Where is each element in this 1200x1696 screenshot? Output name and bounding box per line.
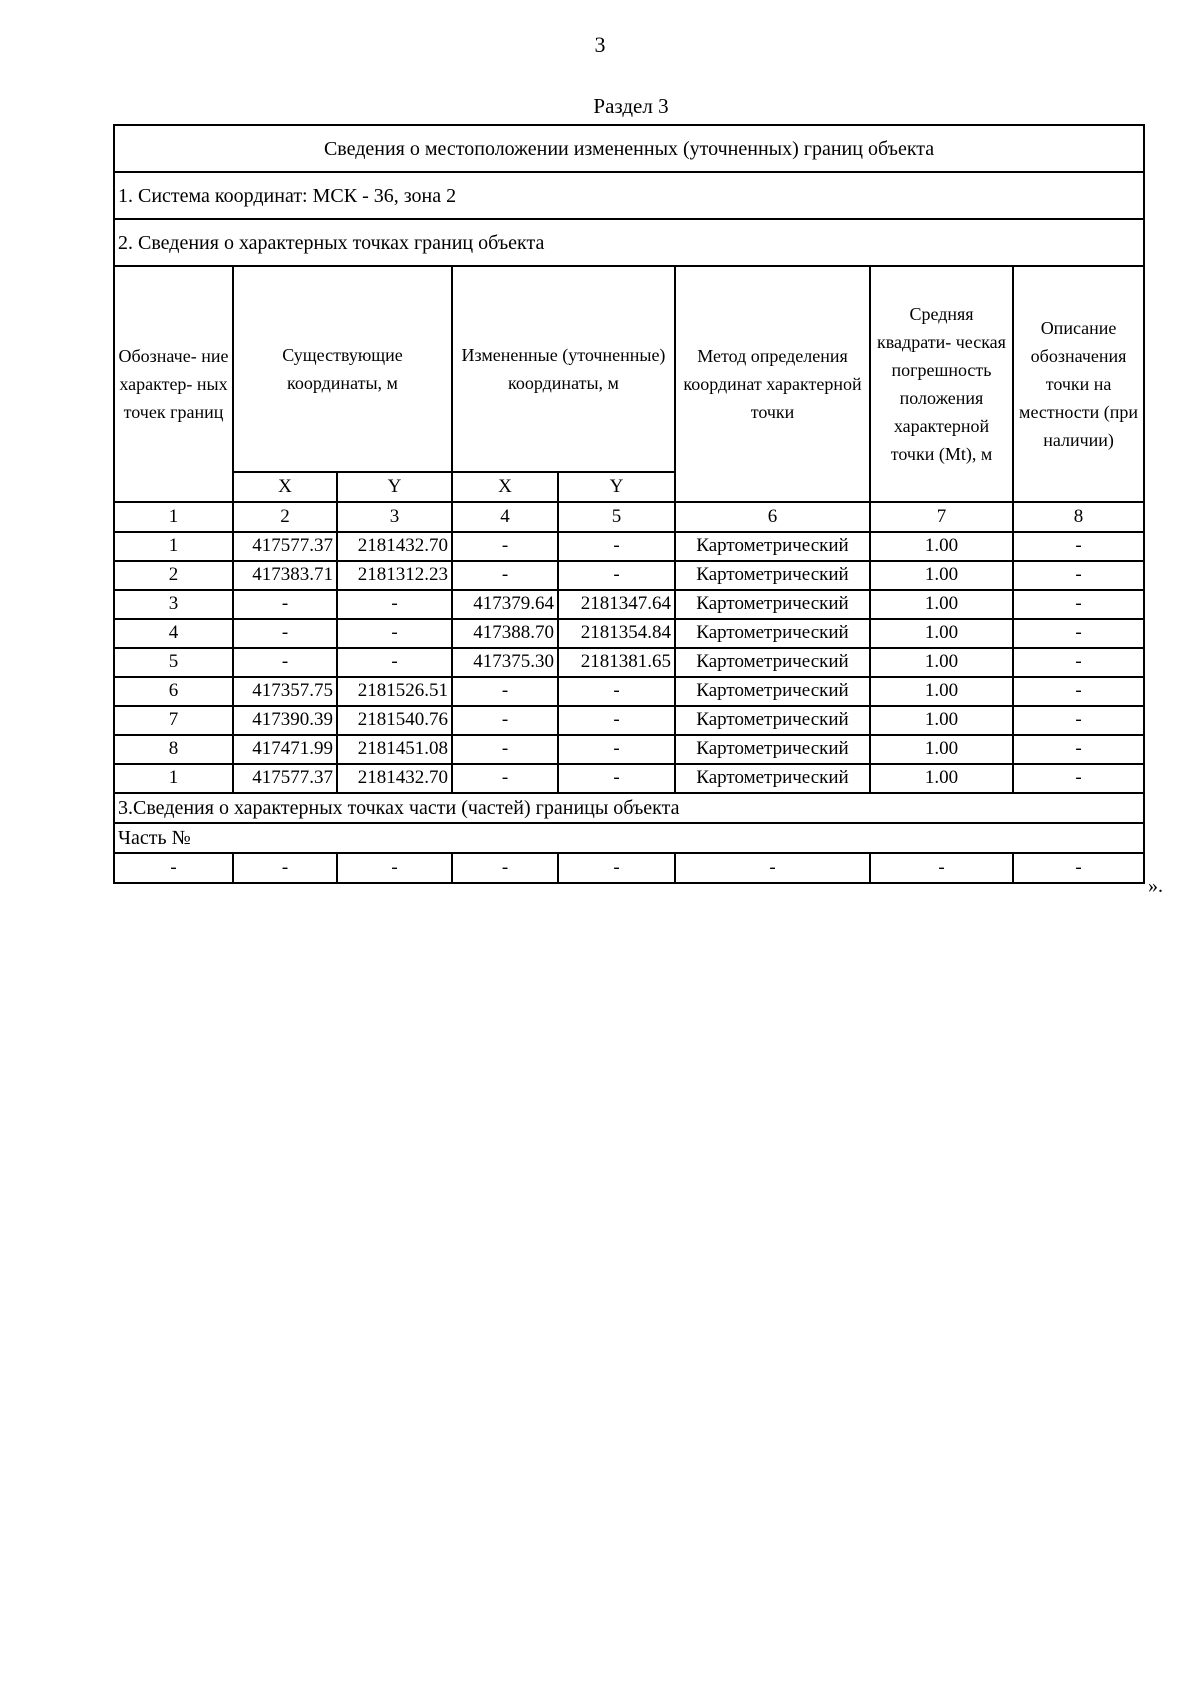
header-existing-coordinates: Существующие координаты, м bbox=[233, 266, 452, 472]
changed-y: 2181354.84 bbox=[558, 619, 675, 648]
method: Картометрический bbox=[675, 648, 870, 677]
point-id: 1 bbox=[114, 532, 233, 561]
changed-x: 417375.30 bbox=[452, 648, 558, 677]
mean-error: 1.00 bbox=[870, 735, 1013, 764]
existing-y: 2181432.70 bbox=[337, 532, 452, 561]
mean-error: 1.00 bbox=[870, 706, 1013, 735]
changed-y: 2181347.64 bbox=[558, 590, 675, 619]
column-number: 7 bbox=[870, 502, 1013, 532]
column-number: 3 bbox=[337, 502, 452, 532]
column-number: 4 bbox=[452, 502, 558, 532]
point-id: 8 bbox=[114, 735, 233, 764]
existing-x: - bbox=[233, 590, 337, 619]
changed-y: - bbox=[558, 735, 675, 764]
existing-y: - bbox=[337, 590, 452, 619]
existing-x: - bbox=[233, 648, 337, 677]
header-changed-x: X bbox=[452, 472, 558, 502]
boundary-table bbox=[113, 124, 1145, 884]
column-number: 8 bbox=[1013, 502, 1144, 532]
page-number: 3 bbox=[594, 32, 606, 57]
table-row bbox=[114, 561, 1144, 590]
header-existing-y: Y bbox=[337, 472, 452, 502]
existing-y: 2181432.70 bbox=[337, 764, 452, 793]
mean-error: 1.00 bbox=[870, 561, 1013, 590]
changed-x: 417379.64 bbox=[452, 590, 558, 619]
header-method: Метод определения координат характерной точки bbox=[675, 266, 870, 502]
part-cell: - bbox=[558, 853, 675, 883]
existing-x: 417577.37 bbox=[233, 764, 337, 793]
existing-x: 417577.37 bbox=[233, 532, 337, 561]
existing-y: 2181312.23 bbox=[337, 561, 452, 590]
description: - bbox=[1013, 706, 1144, 735]
table-row bbox=[114, 590, 1144, 619]
table-row bbox=[114, 532, 1144, 561]
description: - bbox=[1013, 590, 1144, 619]
description: - bbox=[1013, 561, 1144, 590]
description: - bbox=[1013, 532, 1144, 561]
existing-x: - bbox=[233, 619, 337, 648]
column-number: 2 bbox=[233, 502, 337, 532]
column-number: 1 bbox=[114, 502, 233, 532]
existing-x: 417390.39 bbox=[233, 706, 337, 735]
header-changed-y: Y bbox=[558, 472, 675, 502]
section-title: Раздел 3 bbox=[593, 94, 669, 118]
description: - bbox=[1013, 648, 1144, 677]
mean-error: 1.00 bbox=[870, 648, 1013, 677]
part-cell: - bbox=[1013, 853, 1144, 883]
existing-y: 2181451.08 bbox=[337, 735, 452, 764]
changed-x: - bbox=[452, 735, 558, 764]
part-cell: - bbox=[452, 853, 558, 883]
part-cell: - bbox=[337, 853, 452, 883]
point-id: 3 bbox=[114, 590, 233, 619]
part-number-label: Часть № bbox=[114, 823, 1144, 853]
point-id: 2 bbox=[114, 561, 233, 590]
method: Картометрический bbox=[675, 561, 870, 590]
mean-error: 1.00 bbox=[870, 764, 1013, 793]
changed-y: - bbox=[558, 764, 675, 793]
part-cell: - bbox=[114, 853, 233, 883]
method: Картометрический bbox=[675, 619, 870, 648]
point-id: 6 bbox=[114, 677, 233, 706]
description: - bbox=[1013, 735, 1144, 764]
point-id: 5 bbox=[114, 648, 233, 677]
header-designation: Обозначе- ние характер- ных точек границ bbox=[114, 266, 233, 502]
part-cell: - bbox=[870, 853, 1013, 883]
table-row bbox=[114, 764, 1144, 793]
mean-error: 1.00 bbox=[870, 532, 1013, 561]
header-existing-x: X bbox=[233, 472, 337, 502]
existing-x: 417357.75 bbox=[233, 677, 337, 706]
existing-x: 417383.71 bbox=[233, 561, 337, 590]
changed-y: - bbox=[558, 532, 675, 561]
changed-x: - bbox=[452, 532, 558, 561]
method: Картометрический bbox=[675, 706, 870, 735]
description: - bbox=[1013, 677, 1144, 706]
parts-heading: 3.Сведения о характерных точках части (частей) границы объекта bbox=[114, 793, 1144, 823]
method: Картометрический bbox=[675, 764, 870, 793]
changed-x: - bbox=[452, 764, 558, 793]
table-row bbox=[114, 706, 1144, 735]
changed-y: 2181381.65 bbox=[558, 648, 675, 677]
table-row bbox=[114, 648, 1144, 677]
changed-y: - bbox=[558, 677, 675, 706]
column-number-row bbox=[114, 502, 1144, 532]
method: Картометрический bbox=[675, 677, 870, 706]
table-row bbox=[114, 619, 1144, 648]
part-cell: - bbox=[675, 853, 870, 883]
method: Картометрический bbox=[675, 735, 870, 764]
part-cell: - bbox=[233, 853, 337, 883]
changed-x: - bbox=[452, 706, 558, 735]
mean-error: 1.00 bbox=[870, 619, 1013, 648]
table-title: Сведения о местоположении измененных (уточненных) границ объекта bbox=[114, 125, 1144, 172]
table-row bbox=[114, 677, 1144, 706]
mean-error: 1.00 bbox=[870, 590, 1013, 619]
point-id: 4 bbox=[114, 619, 233, 648]
description: - bbox=[1013, 619, 1144, 648]
header-changed-coordinates: Измененные (уточненные) координаты, м bbox=[452, 266, 675, 472]
description: - bbox=[1013, 764, 1144, 793]
header-mean-error: Средняя квадрати- ческая погрешность положения характерной точки (Mt), м bbox=[870, 266, 1013, 502]
column-number: 6 bbox=[675, 502, 870, 532]
part-table-row bbox=[114, 853, 1144, 883]
method: Картометрический bbox=[675, 532, 870, 561]
table-row bbox=[114, 735, 1144, 764]
changed-x: - bbox=[452, 677, 558, 706]
mean-error: 1.00 bbox=[870, 677, 1013, 706]
point-id: 1 bbox=[114, 764, 233, 793]
changed-x: - bbox=[452, 561, 558, 590]
existing-y: - bbox=[337, 619, 452, 648]
changed-y: - bbox=[558, 706, 675, 735]
point-id: 7 bbox=[114, 706, 233, 735]
changed-x: 417388.70 bbox=[452, 619, 558, 648]
method: Картометрический bbox=[675, 590, 870, 619]
coordinate-system: 1. Система координат: МСК - 36, зона 2 bbox=[114, 172, 1144, 219]
header-description: Описание обозначения точки на местности (при наличии) bbox=[1013, 266, 1144, 502]
closing-quote: ». bbox=[1148, 875, 1163, 897]
table-body bbox=[114, 125, 1144, 883]
changed-y: - bbox=[558, 561, 675, 590]
points-heading: 2. Сведения о характерных точках границ объекта bbox=[114, 219, 1144, 266]
existing-y: 2181526.51 bbox=[337, 677, 452, 706]
existing-y: - bbox=[337, 648, 452, 677]
existing-x: 417471.99 bbox=[233, 735, 337, 764]
existing-y: 2181540.76 bbox=[337, 706, 452, 735]
column-number: 5 bbox=[558, 502, 675, 532]
